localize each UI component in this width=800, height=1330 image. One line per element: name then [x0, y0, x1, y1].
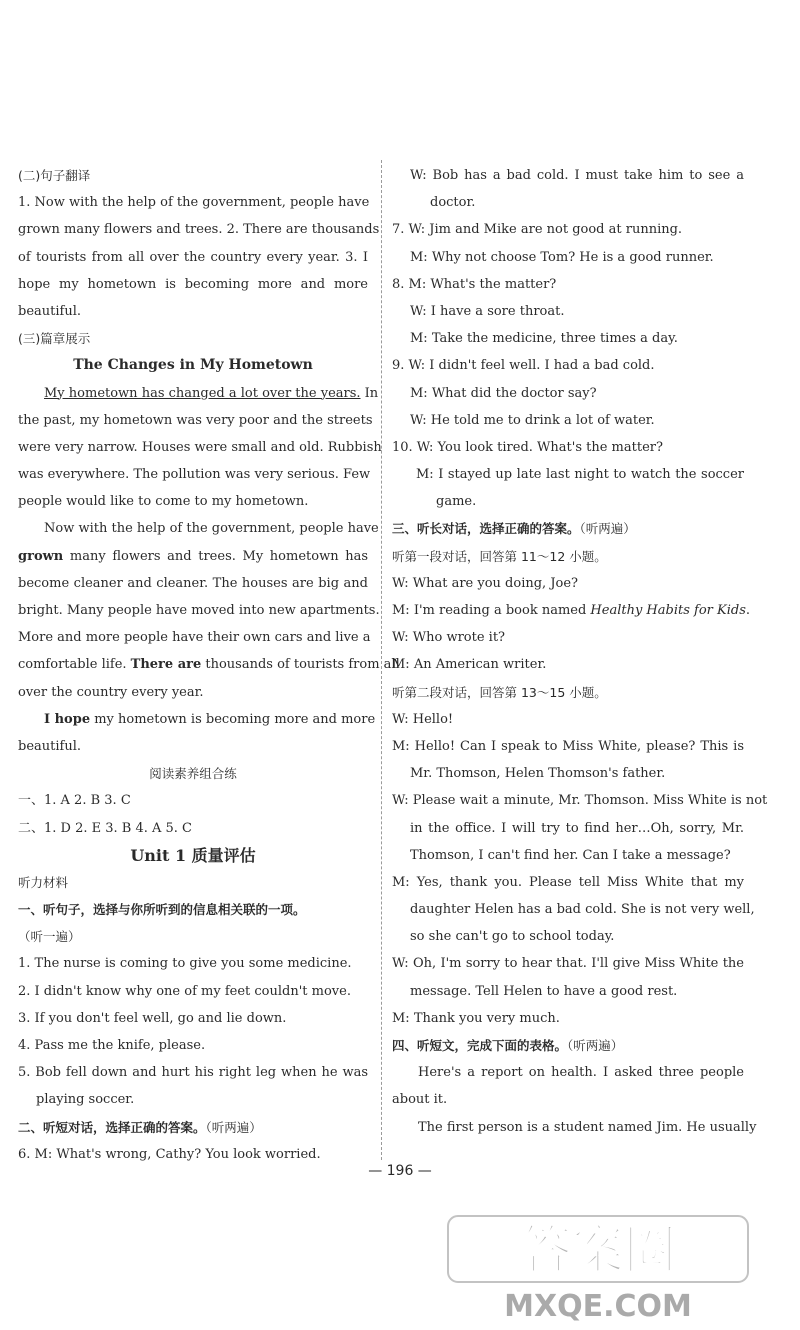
- part3-note: （听两遍）: [579, 521, 636, 537]
- translation-line: hope my hometown is becoming more and more: [18, 276, 368, 292]
- reading-answers: 二、1. D 2. E 3. B 4. A 5. C: [18, 820, 193, 836]
- passage-line: become cleaner and cleaner. The houses are big and: [18, 575, 368, 591]
- passage-line: were very narrow. Houses were small and old. Rubbish: [18, 439, 382, 455]
- topic-sentence: My hometown has changed a lot over the years.: [44, 385, 361, 401]
- report-line: about it.: [392, 1092, 448, 1108]
- svg-text:答案圈: 答案圈: [519, 1221, 677, 1281]
- dialogue-line: game.: [436, 494, 477, 510]
- reading-answers: 一、1. A 2. B 3. C: [18, 793, 131, 809]
- passage-line: over the country every year.: [18, 684, 204, 700]
- dialogue-line: [392, 597, 751, 624]
- listening-item-cont: playing soccer.: [36, 1092, 135, 1108]
- dialogue-line: 8. M: What's the matter?: [392, 276, 557, 292]
- part4-heading: [392, 1032, 744, 1059]
- translation-line: 1. Now with the help of the government, people have: [18, 195, 370, 211]
- listening-item: 2. I didn't know why one of my feet couldn't move.: [18, 983, 351, 999]
- passage-text: many flowers and trees. My hometown has: [63, 548, 368, 564]
- answer-word: There are: [130, 657, 202, 673]
- dialogue-line: M: Why not choose Tom? He is a good runner.: [410, 249, 714, 265]
- right-column: [392, 162, 768, 1141]
- unit-title: Unit 1 质量评估: [130, 845, 256, 865]
- report-line: Here's a report on health. I asked three people: [418, 1065, 744, 1081]
- part2-heading-text: 二、听短对话，选择正确的答案。: [18, 1119, 206, 1135]
- report-line: The first person is a student named Jim. He usually: [418, 1119, 757, 1135]
- part1-heading: [18, 896, 368, 923]
- passage-line: More and more people have their own cars and live a: [18, 630, 371, 646]
- dialogue-line: W: Hello!: [392, 711, 454, 727]
- dialogue-line: M: An American writer.: [392, 657, 547, 673]
- listening-material-label: 听力材料: [18, 874, 69, 890]
- translation-line: grown many flowers and trees. 2. There are thousands: [18, 222, 380, 238]
- passage-line: was everywhere. The pollution was very serious. Few: [18, 467, 371, 483]
- listening-item: 1. The nurse is coming to give you some medicine.: [18, 956, 352, 972]
- dialogue-line: W: Who wrote it?: [392, 630, 506, 646]
- dialogue-line: M: What did the doctor say?: [410, 385, 597, 401]
- passage-line: [18, 543, 368, 570]
- dialogue-line: 9. W: I didn't feel well. I had a bad cold.: [392, 358, 655, 374]
- dialogue-line: W: He told me to drink a lot of water.: [410, 412, 655, 428]
- part1-heading-text: 一、听句子，选择与你所听到的信息相关联的一项。: [18, 902, 306, 918]
- dialogue-line: M: I stayed up late last night to watch the soccer: [416, 467, 744, 483]
- dialogue-line: M: Hello! Can I speak to Miss White, please? This is: [392, 738, 744, 754]
- part4-heading-text: 四、听短文，完成下面的表格。: [392, 1038, 568, 1053]
- dialogue-line: message. Tell Helen to have a good rest.: [410, 983, 678, 999]
- part2-heading: [18, 1114, 368, 1141]
- part4-note: （听两遍）: [567, 1038, 624, 1053]
- dialogue-line: W: Please wait a minute, Mr. Thomson. Miss White is not: [392, 793, 768, 809]
- dialogue-line: W: Bob has a bad cold. I must take him to see a: [410, 168, 744, 183]
- dialogue-line: M: Take the medicine, three times a day.: [410, 331, 678, 347]
- dialogue-line: M: Thank you very much.: [392, 1010, 560, 1026]
- part1-note: （听一遍）: [18, 929, 81, 945]
- watermark-domain: MXQE.COM: [504, 1289, 692, 1324]
- book-title: Healthy Habits for Kids: [590, 603, 746, 618]
- part3-heading-text: 三、听长对话，选择正确的答案。: [392, 521, 580, 537]
- listening-item: 5. Bob fell down and hurt his right leg when he was: [18, 1065, 368, 1081]
- dialogue-line: in the office. I will try to find her…Oh, sorry, Mr.: [410, 820, 744, 836]
- dialogue-line: so she can't go to school today.: [410, 929, 615, 945]
- part3-heading: [392, 515, 744, 542]
- dialogue-line: Thomson, I can't find her. Can I take a message?: [410, 847, 731, 863]
- section-sentence-translation: (二)句子翻译: [18, 168, 91, 183]
- passage-title: The Changes in My Hometown: [73, 357, 313, 374]
- passage-line: [18, 706, 376, 733]
- page-number: — 196 —: [368, 1163, 432, 1179]
- passage-text: comfortable life.: [18, 657, 131, 673]
- passage-line: the past, my hometown was very poor and the streets: [18, 412, 373, 428]
- passage-line: bright. Many people have moved into new apartments.: [18, 603, 380, 618]
- passage-text: my hometown is becoming more and more: [90, 711, 376, 727]
- listening-item: 4. Pass me the knife, please.: [18, 1038, 206, 1053]
- passage-text: In: [360, 385, 379, 401]
- dialogue-line: W: I have a sore throat.: [410, 303, 565, 319]
- dialogue-line: W: What are you doing, Joe?: [392, 575, 579, 591]
- listening-item: 3. If you don't feel well, go and lie down.: [18, 1010, 287, 1026]
- dialogue-line: M: Yes, thank you. Please tell Miss White that my: [392, 874, 744, 890]
- dialogue-text: M: I'm reading a book named: [392, 603, 591, 618]
- dialogue-line: doctor.: [430, 195, 476, 211]
- passage-line: [18, 651, 400, 678]
- watermark-brand-mark: [448, 1216, 748, 1282]
- section-passage: (三)篇章展示: [18, 331, 91, 347]
- left-column: [18, 162, 400, 1168]
- dialogue-line: 6. M: What's wrong, Cathy? You look worried.: [18, 1146, 321, 1162]
- passage-line: Now with the help of the government, people have: [44, 521, 379, 537]
- dialogue-line: Mr. Thomson, Helen Thomson's father.: [410, 766, 666, 782]
- watermark-logo: [418, 1212, 788, 1324]
- answer-word: grown: [18, 548, 64, 564]
- answer-word: I hope: [44, 711, 91, 727]
- dialogue-text: .: [745, 603, 751, 618]
- passage-line: [18, 380, 379, 407]
- passage-line: people would like to come to my hometown.: [18, 494, 309, 510]
- dialogue-line: daughter Helen has a bad cold. She is not very well,: [410, 902, 755, 918]
- passage-line: beautiful.: [18, 738, 81, 754]
- part2-note: （听两遍）: [205, 1119, 262, 1135]
- dialogue-line: W: Oh, I'm sorry to hear that. I'll give Miss White the: [392, 956, 744, 972]
- translation-line: of tourists from all over the country every year. 3. I: [18, 249, 368, 265]
- reading-heading: 阅读素养组合练: [149, 766, 237, 782]
- passage-text: thousands of tourists from all: [201, 657, 400, 673]
- dialogue-line: 7. W: Jim and Mike are not good at running.: [392, 222, 683, 238]
- conversation-intro: 听第二段对话，回答第 13～15 小题。: [392, 684, 607, 700]
- translation-line: beautiful.: [18, 303, 81, 319]
- conversation-intro: 听第一段对话，回答第 11～12 小题。: [392, 548, 607, 564]
- dialogue-line: 10. W: You look tired. What's the matter?: [392, 439, 663, 455]
